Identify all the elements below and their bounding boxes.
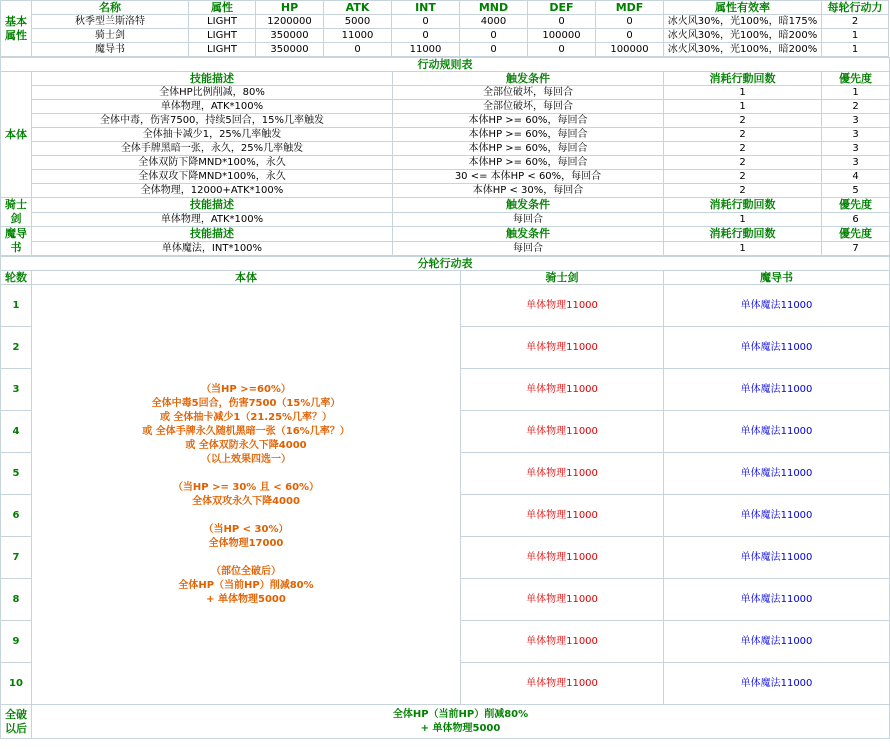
- cell: 1: [822, 43, 889, 57]
- round-number: 6: [1, 495, 32, 537]
- round-number: 3: [1, 369, 32, 411]
- cell: 1: [664, 86, 822, 100]
- col-header: 属性有效率: [664, 1, 822, 15]
- col-header: 本体: [32, 271, 461, 285]
- cell: 冰火风30%，光100%，暗175%: [664, 15, 822, 29]
- book-action: 单体魔法11000: [664, 495, 890, 537]
- cell: 0: [324, 43, 392, 57]
- col-header: 優先度: [822, 72, 890, 86]
- book-action: 单体魔法11000: [664, 621, 890, 663]
- cell: 全体物理，12000+ATK*100%: [32, 184, 393, 198]
- cell: 0: [460, 29, 528, 43]
- basic-label: 基本属性: [1, 1, 32, 57]
- sword-action: 单体物理11000: [461, 663, 664, 705]
- cell: 4000: [460, 15, 528, 29]
- cell: 2: [664, 184, 822, 198]
- boss-line: 或 全体双防永久下降4000: [185, 439, 307, 451]
- cell: 2: [822, 100, 890, 114]
- sword-action: 单体物理11000: [461, 579, 664, 621]
- cell: 1: [664, 100, 822, 114]
- cell: 每回合: [393, 241, 664, 256]
- cell: 30 <= 本体HP < 60%，每回合: [393, 170, 664, 184]
- cell: 11000: [392, 43, 460, 57]
- sword-action: 单体物理11000: [461, 327, 664, 369]
- cell: 2: [664, 114, 822, 128]
- col-header: 消耗行動回数: [664, 198, 822, 213]
- cell: 1: [822, 29, 889, 43]
- cell: 本体HP < 30%，每回合: [393, 184, 664, 198]
- cell: 0: [460, 43, 528, 57]
- cell: 单体物理，ATK*100%: [32, 212, 393, 227]
- cell: 4: [822, 170, 890, 184]
- col-header: 優先度: [822, 227, 890, 242]
- cell: 全体双攻下降MND*100%，永久: [32, 170, 393, 184]
- basic-stats-table: [0, 0, 889, 57]
- table-row: [1, 170, 890, 184]
- cell: 单体物理，ATK*100%: [32, 100, 393, 114]
- book-action: 单体魔法11000: [664, 411, 890, 453]
- round-actions-table: [0, 256, 890, 739]
- sword-action: 单体物理11000: [461, 411, 664, 453]
- cell: 6: [822, 212, 890, 227]
- group-label-boss: 本体: [1, 72, 32, 198]
- cell: 全体抽卡减少1，25%几率触发: [32, 128, 393, 142]
- boss-line: [32, 467, 460, 481]
- cell: 5000: [324, 15, 392, 29]
- table-row: [1, 285, 890, 327]
- cell: 0: [596, 15, 664, 29]
- final-line: + 单体物理5000: [420, 722, 501, 734]
- cell: 1: [664, 212, 822, 227]
- table-row: [1, 212, 890, 227]
- final-line: 全体HP（当前HP）削减80%: [392, 708, 529, 720]
- col-header: 轮数: [1, 271, 32, 285]
- round-number: 4: [1, 411, 32, 453]
- round-number: 2: [1, 327, 32, 369]
- cell: 0: [392, 15, 460, 29]
- table-row: [1, 86, 890, 100]
- sword-action: 单体物理11000: [461, 621, 664, 663]
- boss-line: （部位全破后）: [211, 565, 281, 577]
- col-header: 触发条件: [393, 198, 664, 213]
- cell: 5: [822, 184, 890, 198]
- boss-line: [32, 551, 460, 565]
- cell: 本体HP >= 60%，每回合: [393, 156, 664, 170]
- cell: 全部位破坏，每回合: [393, 86, 664, 100]
- rules-title: 行动规则表: [1, 58, 890, 72]
- cell: 350000: [256, 43, 324, 57]
- col-header: 骑士剑: [461, 271, 664, 285]
- cell: 2: [664, 128, 822, 142]
- col-header: 技能描述: [32, 227, 393, 242]
- boss-line: （以上效果四选一）: [201, 453, 291, 465]
- boss-line: （当HP >=60%）: [201, 383, 291, 395]
- table-row: [1, 15, 889, 29]
- table-row: [1, 43, 889, 57]
- sword-action: 单体物理11000: [461, 285, 664, 327]
- cell: 每回合: [393, 212, 664, 227]
- boss-line: [32, 509, 460, 523]
- group-label-sword: 骑士剑: [1, 198, 32, 227]
- col-header: 消耗行動回数: [664, 72, 822, 86]
- cell: 冰火风30%，光100%，暗200%: [664, 29, 822, 43]
- boss-line: （当HP >= 30% 且 < 60%）: [172, 481, 320, 493]
- cell: 0: [392, 29, 460, 43]
- cell: 0: [528, 15, 596, 29]
- cell: 魔导书: [32, 43, 189, 57]
- cell: 350000: [256, 29, 324, 43]
- book-action: 单体魔法11000: [664, 285, 890, 327]
- round-number: 9: [1, 621, 32, 663]
- group-label-book: 魔导书: [1, 227, 32, 256]
- table-row: [1, 184, 890, 198]
- book-action: 单体魔法11000: [664, 453, 890, 495]
- cell: 全体双防下降MND*100%，永久: [32, 156, 393, 170]
- cell: LIGHT: [189, 15, 256, 29]
- col-header: 魔导书: [664, 271, 890, 285]
- cell: 全部位破坏，每回合: [393, 100, 664, 114]
- boss-line: 全体物理17000: [208, 537, 284, 549]
- cell: 2: [822, 15, 889, 29]
- table-row: [1, 29, 889, 43]
- cell: 1: [664, 241, 822, 256]
- cell: 11000: [324, 29, 392, 43]
- col-header: 属性: [189, 1, 256, 15]
- final-action-cell: [32, 705, 890, 739]
- cell: 全体手牌黑暗一张，永久，25%几率触发: [32, 142, 393, 156]
- cell: 3: [822, 142, 890, 156]
- cell: 0: [528, 43, 596, 57]
- book-action: 单体魔法11000: [664, 327, 890, 369]
- table-row: [1, 100, 890, 114]
- book-action: 单体魔法11000: [664, 663, 890, 705]
- boss-line: 或 全体抽卡减少1（21.25%几率？）: [159, 411, 333, 423]
- col-header: 技能描述: [32, 72, 393, 86]
- col-header: MND: [460, 1, 528, 15]
- cell: 秋季型兰斯洛特: [32, 15, 189, 29]
- book-action: 单体魔法11000: [664, 537, 890, 579]
- round-number: 7: [1, 537, 32, 579]
- boss-line: + 单体物理5000: [206, 593, 286, 605]
- table-row: [1, 142, 890, 156]
- round-number: 1: [1, 285, 32, 327]
- col-header: HP: [256, 1, 324, 15]
- col-header: 名称: [32, 1, 189, 15]
- cell: 全体中毒，伤害7500，持续5回合，15%几率触发: [32, 114, 393, 128]
- col-header: 触发条件: [393, 72, 664, 86]
- cell: 1: [822, 86, 890, 100]
- table-row: [1, 156, 890, 170]
- col-header: DEF: [528, 1, 596, 15]
- action-rules-table: [0, 57, 890, 256]
- cell: 2: [664, 156, 822, 170]
- book-action: 单体魔法11000: [664, 579, 890, 621]
- sword-action: 单体物理11000: [461, 495, 664, 537]
- cell: 本体HP >= 60%，每回合: [393, 114, 664, 128]
- round-number: 5: [1, 453, 32, 495]
- table-row: [1, 114, 890, 128]
- cell: 3: [822, 128, 890, 142]
- cell: 单体魔法，INT*100%: [32, 241, 393, 256]
- table-row: [1, 128, 890, 142]
- boss-line: 全体双攻永久下降4000: [192, 495, 300, 507]
- boss-line: 全体HP（当前HP）削减80%: [178, 579, 314, 591]
- col-header: INT: [392, 1, 460, 15]
- sword-action: 单体物理11000: [461, 453, 664, 495]
- cell: 3: [822, 114, 890, 128]
- cell: 3: [822, 156, 890, 170]
- boss-action-cell: [32, 285, 461, 705]
- boss-line: 全体中毒5回合，伤害7500（15%几率）: [151, 397, 341, 409]
- sword-action: 单体物理11000: [461, 369, 664, 411]
- cell: 0: [596, 29, 664, 43]
- col-header: 消耗行動回数: [664, 227, 822, 242]
- cell: 1200000: [256, 15, 324, 29]
- cell: 100000: [596, 43, 664, 57]
- boss-line: （当HP < 30%）: [203, 523, 289, 535]
- cell: 本体HP >= 60%，每回合: [393, 128, 664, 142]
- cell: 7: [822, 241, 890, 256]
- round-number: 8: [1, 579, 32, 621]
- col-header: 優先度: [822, 198, 890, 213]
- col-header: ATK: [324, 1, 392, 15]
- col-header: 触发条件: [393, 227, 664, 242]
- rounds-title: 分轮行动表: [1, 257, 890, 271]
- col-header: 每轮行动力: [822, 1, 889, 15]
- boss-line: 或 全体手牌永久随机黑暗一张（16%几率？）: [142, 425, 350, 437]
- cell: 冰火风30%，光100%，暗200%: [664, 43, 822, 57]
- cell: 骑士剑: [32, 29, 189, 43]
- cell: 100000: [528, 29, 596, 43]
- cell: 2: [664, 170, 822, 184]
- col-header: MDF: [596, 1, 664, 15]
- cell: 本体HP >= 60%，每回合: [393, 142, 664, 156]
- table-row: [1, 241, 890, 256]
- col-header: 技能描述: [32, 198, 393, 213]
- sword-action: 单体物理11000: [461, 537, 664, 579]
- book-action: 单体魔法11000: [664, 369, 890, 411]
- cell: LIGHT: [189, 43, 256, 57]
- round-number: 10: [1, 663, 32, 705]
- cell: 2: [664, 142, 822, 156]
- cell: 全体HP比例削减，80%: [32, 86, 393, 100]
- cell: LIGHT: [189, 29, 256, 43]
- final-label: 全破以后: [1, 705, 32, 739]
